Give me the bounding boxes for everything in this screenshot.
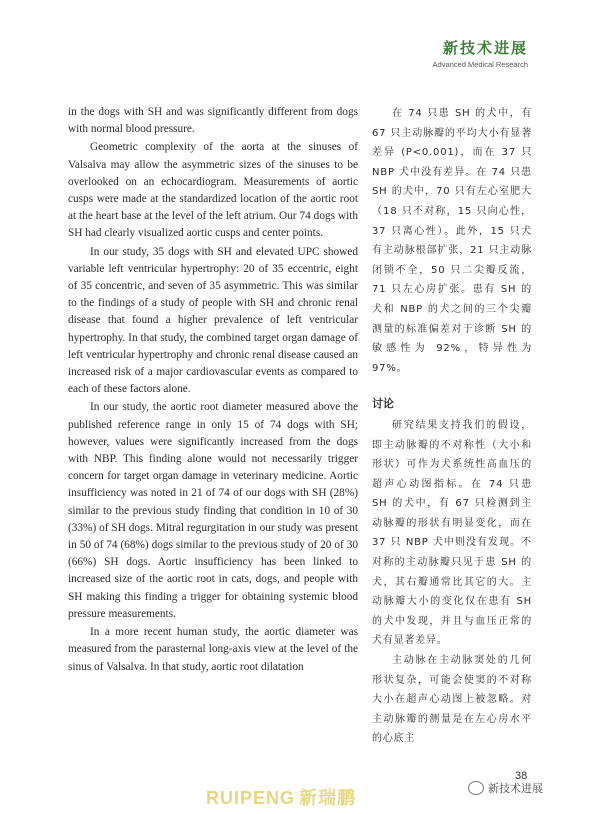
chinese-column (372, 104, 532, 749)
english-column (68, 104, 358, 676)
wechat-watermark (468, 780, 543, 796)
paragraph: In our study, 35 dogs with SH and elevated UPC showed variable left ventricular hypertrophy: 20 of 35 eccentric, eight of 35 concentric, and seven of 35 asymmetric. This was similar to the findings of a study of people with SH and chronic renal disease that found a higher prevalence of left ventricular hypertrophy. In that study, the combined target organ damage of left ventricular hypertrophy and chronic renal disease caused an increased risk of a major cardiovascular events as compared to each of these factors alone. (68, 245, 358, 396)
paragraph: in the dogs with SH and was significantly different from dogs with normal blood pressure. (68, 106, 358, 136)
paragraph: In our study, the aortic root diameter measured above the published reference range in only 15 of 74 dogs with SH; however, values were significantly increased from the dogs with NBP. This finding alone would not necessarily trigger concern for target organ damage in veterinary medicine. Aortic insufficiency was noted in 21 of 74 of our dogs with SH (28%) similar to the previous study finding that condition in 10 of 30 (33%) of SH dogs. Mitral regurgitation in our study was present in 50 of 74 (68%) dogs similar to the previous study of 20 of 30 (66%) SH dogs. Aortic insufficiency has been linked to increased size of the aortic root in cats, dogs, and people with SH making this finding a trigger for obtaining systemic blood pressure measurements. (68, 401, 358, 620)
paragraph: 在 74 只患 SH 的犬中，有 67 只主动脉瓣的平均大小有显著差异 (P<0.001)，而在 37 只 NBP 犬中没有差异。在 74 只患 SH 的犬中，70 只有左心室肥大（18 只不对称，15 只向心性，37 只离心性）。此外，15 只犬有主动脉根部扩张，21 只主动脉闭锁不全，50 只二尖瓣反流，71 只左心房扩张。患有 SH 的犬和 NBP 的犬之间的三个尖瓣测量的标准偏差对于诊断 SH 的敏感性为 92%，特异性为 97%。 (372, 108, 532, 374)
wechat-label: 新技术进展 (488, 782, 543, 795)
logo-text: RUIPENG (206, 788, 296, 808)
section-heading: 讨论 (372, 397, 394, 411)
page-number: 38 (515, 770, 528, 782)
logo-cn-text: 新瑞鹏 (299, 788, 357, 809)
paragraph: Geometric complexity of the aorta at the sinuses of Valsalva may allow the asymmetric sizes of the sinuses to be overlooked on an echocardiogram. Measurements of aortic cusps were made at the standardized location of the aortic root at the heart base at the level of the left atrium. Our 74 dogs with SH had clearly visualized aortic cusps and center points. (68, 141, 358, 240)
journal-title: 新技术进展 (442, 39, 528, 57)
ruipeng-logo (206, 784, 356, 810)
wechat-icon (468, 781, 484, 795)
paragraph: In a more recent human study, the aortic diameter was measured from the parasternal long-axis view at the level of the sinus of Valsalva. In that study, aortic root dilatation (68, 626, 358, 673)
paragraph: 研究结果支持我们的假设，即主动脉瓣的不对称性（大小和形状）可作为犬系统性高血压的超声心动图指标。在 74 只患 SH 的犬中，有 67 只检测到主动脉瓣的形状有明显变化，而在 37 只 NBP 犬中则没有发现。不对称的主动脉瓣只见于患 SH 的犬，其右瓣通常比其它的大。主动脉瓣大小的变化仅在患有 SH 的犬中发现，并且与血压正常的犬有显著差异。 (372, 419, 532, 647)
paragraph: 主动脉在主动脉窦处的几何形状复杂，可能会使窦的不对称大小在超声心动图上被忽略。对主动脉瓣的测量是在左心房水平的心底主 (372, 655, 532, 745)
journal-subtitle: Advanced Medical Research (432, 60, 528, 69)
